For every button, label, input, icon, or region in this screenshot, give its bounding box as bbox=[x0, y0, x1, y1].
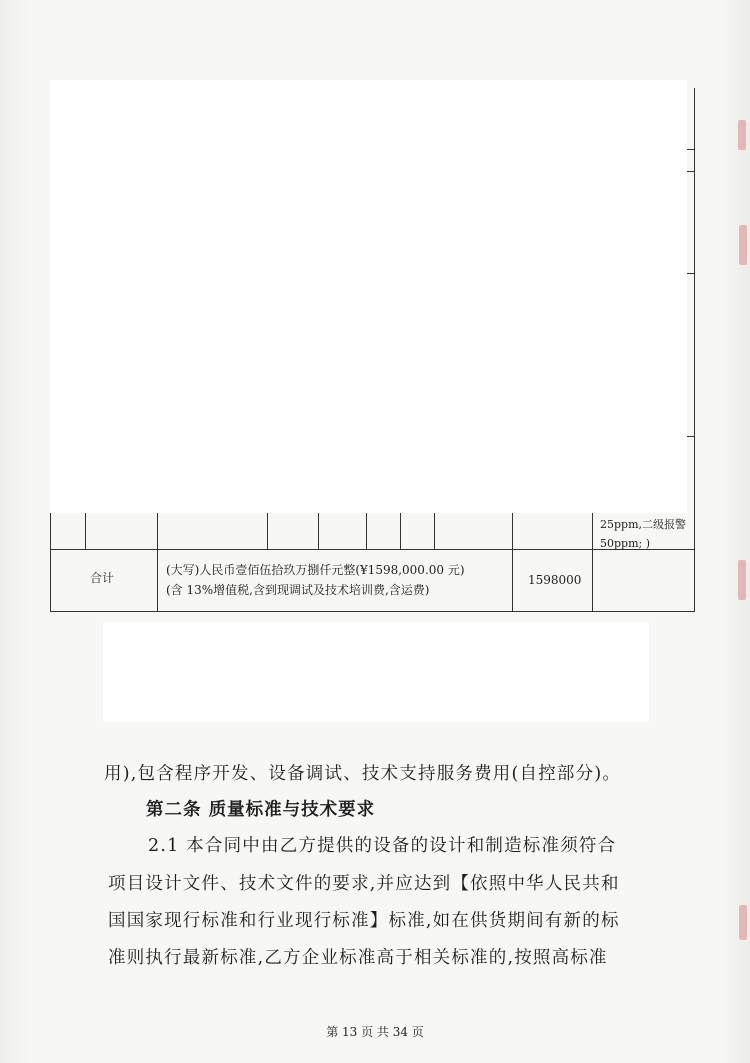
table-row-divider bbox=[687, 149, 695, 150]
paragraph-line: 项目设计文件、技术文件的要求,并应达到【依照中华人民共和 bbox=[108, 874, 620, 894]
table-row-divider bbox=[687, 436, 695, 437]
total-amount-note: (含 13%增值税,含到现调试及技术培训费,含运费) bbox=[166, 583, 430, 597]
seal-fragment bbox=[739, 225, 747, 265]
redacted-paragraph bbox=[103, 622, 649, 722]
seal-fragment bbox=[738, 120, 746, 150]
seal-fragment bbox=[739, 905, 747, 940]
redacted-table-area bbox=[50, 80, 687, 513]
paragraph-line: 用),包含程序开发、设备调试、技术支持服务费用(自控部分)。 bbox=[104, 764, 622, 784]
total-label: 合计 bbox=[90, 571, 115, 585]
alarm-note-line1: 25ppm,二级报警 bbox=[600, 518, 687, 531]
seal-fragment bbox=[738, 560, 746, 600]
section-title: 第二条 质量标准与技术要求 bbox=[146, 800, 376, 820]
total-amount-value: 1598000 bbox=[528, 573, 582, 587]
paragraph-line: 2.1 本合同中由乙方提供的设备的设计和制造标准须符合 bbox=[148, 836, 617, 856]
table-border-right bbox=[694, 88, 695, 612]
paragraph-line: 国国家现行标准和行业现行标准】标准,如在供货期间有新的标 bbox=[108, 911, 620, 931]
table-row-divider bbox=[687, 273, 695, 274]
paragraph-line: 准则执行最新标准,乙方企业标准高于相关标准的,按照高标准 bbox=[108, 948, 608, 968]
table-row-divider bbox=[687, 171, 695, 172]
total-amount-words: (大写)人民币壹佰伍拾玖万捌仟元整(¥1598,000.00 元) bbox=[166, 563, 465, 577]
alarm-note-line2: 50ppm; ) bbox=[600, 537, 651, 550]
page-number: 第 13 页 共 34 页 bbox=[326, 1025, 424, 1039]
